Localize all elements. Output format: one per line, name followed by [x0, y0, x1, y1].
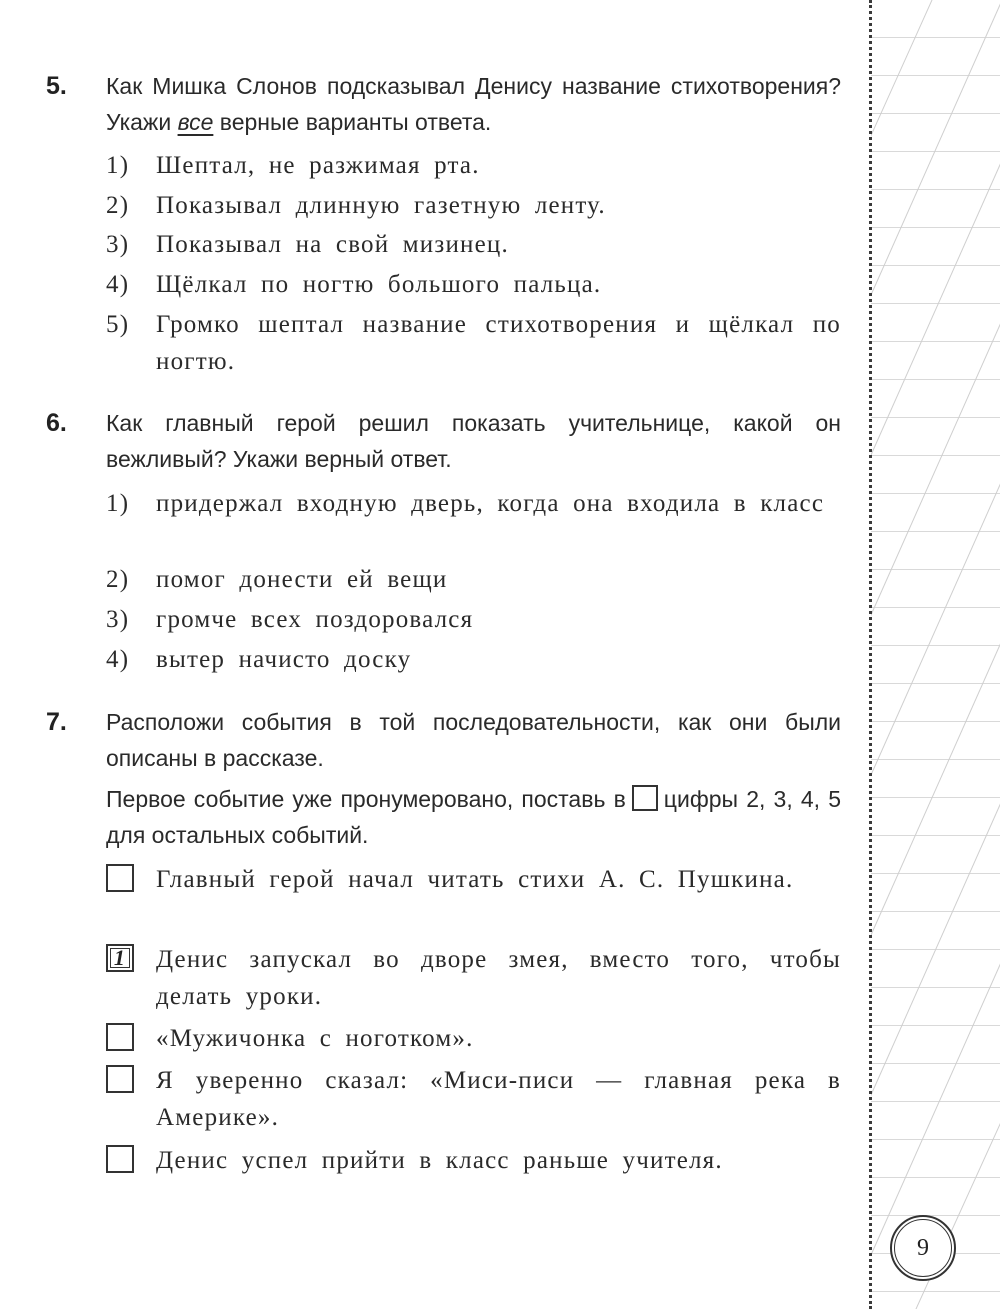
order-input-box[interactable]: [106, 1023, 134, 1051]
task-5-question: Как Мишка Слонов подсказывал Денису название стихотворения? Укажи все верные варианты ответа.: [106, 73, 841, 135]
task-5-option: 1) Шептал, не разжимая рта.: [106, 152, 480, 179]
order-input-box[interactable]: [106, 1145, 134, 1173]
task-5-number: 5.: [46, 72, 67, 100]
task-7-question: Расположи события в той последовательности, как они были описаны в рассказе.: [106, 709, 841, 771]
event-item: «Мужичонка с ноготком».: [106, 1020, 841, 1057]
margin-dotted-line: [869, 0, 872, 1309]
task-5-option: 5) Громко шептал название стихотворения и щёлкал по ногтю.: [106, 311, 841, 375]
task-6-question: Как главный герой решил показать учительнице, какой он вежливый? Укажи верный ответ.: [106, 410, 841, 472]
task-6-number: 6.: [46, 409, 67, 437]
task-5-option: 2) Показывал длинную газетную ленту.: [106, 192, 606, 219]
task-5-option: 3) Показывал на свой мизинец.: [106, 231, 509, 258]
task-7-number: 7.: [46, 708, 67, 736]
event-item: Главный герой начал читать стихи А. С. Пушкина.: [106, 861, 841, 898]
order-input-box[interactable]: [106, 864, 134, 892]
event-item: Денис успел прийти в класс раньше учителя.: [106, 1142, 841, 1179]
event-item: 1 Денис запускал во дворе змея, вместо того, чтобы делать уроки.: [106, 941, 841, 1015]
event-item: Я уверенно сказал: «Миси-писи — главная река в Америке».: [106, 1062, 841, 1136]
example-box-icon: [632, 785, 658, 811]
practice-margin: [871, 0, 1000, 1309]
page-number-badge: [890, 1215, 956, 1281]
order-input-box[interactable]: [106, 1065, 134, 1093]
task-5-option: 4) Щёлкал по ногтю большого пальца.: [106, 271, 602, 298]
slant-guide-lines: [871, 0, 1000, 1309]
page-number: 9: [894, 1219, 952, 1277]
task-6-option: 4) вытер начисто доску: [106, 646, 412, 673]
task-6-option: 1) придержал входную дверь, когда она входила в класс: [106, 490, 825, 517]
order-box-filled: 1: [106, 944, 134, 972]
task-6-option: 3) громче всех поздоровался: [106, 606, 474, 633]
emphasis-word: все: [177, 109, 214, 135]
task-7-instruction: Первое событие уже пронумеровано, поставь в цифры 2, 3, 4, 5 для остальных событий.: [106, 786, 841, 848]
task-6-option: 2) помог донести ей вещи: [106, 566, 448, 593]
